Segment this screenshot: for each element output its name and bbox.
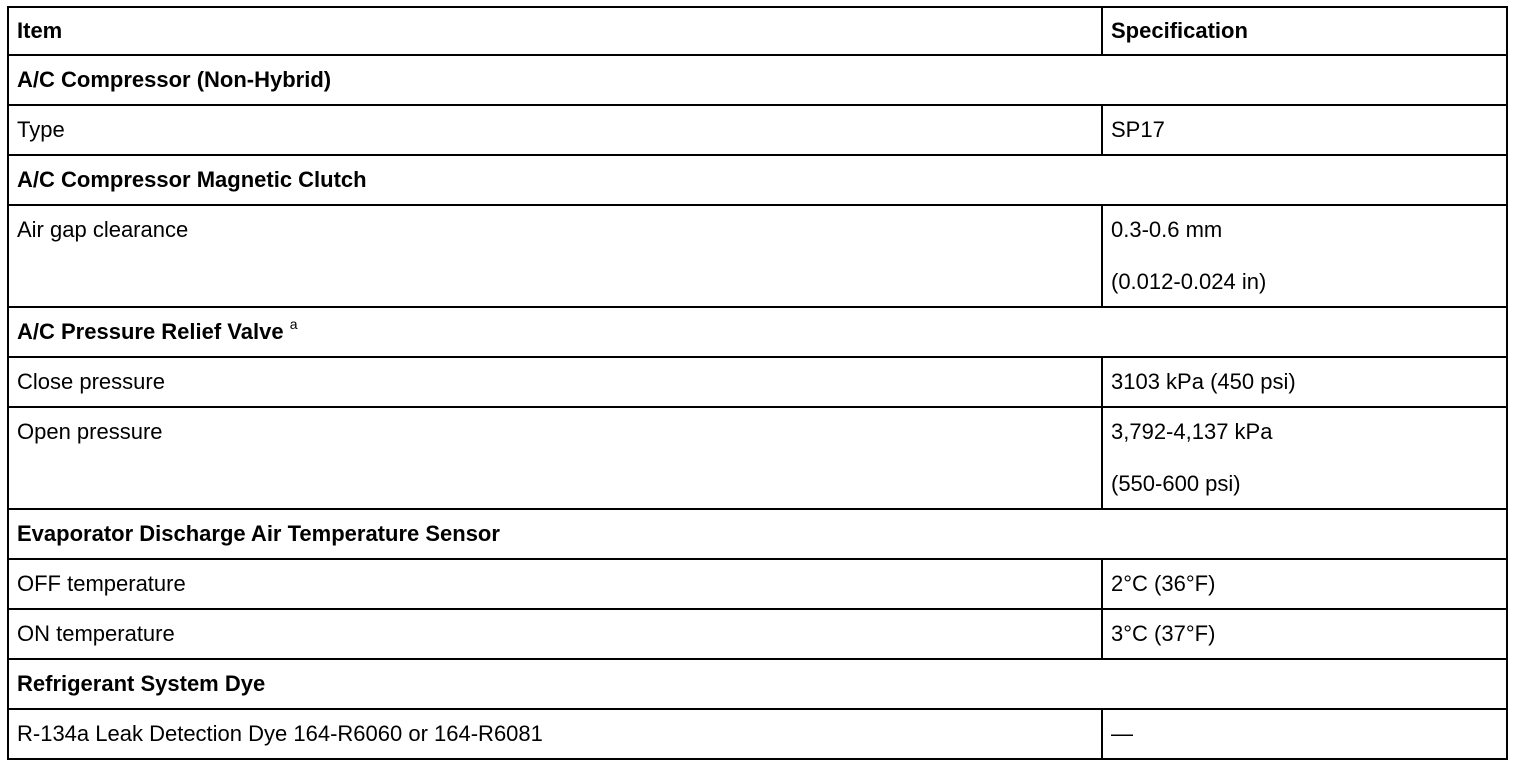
item-cell: OFF temperature bbox=[8, 559, 1102, 609]
spec-cell: 3°C (37°F) bbox=[1102, 609, 1507, 659]
item-cell: Type bbox=[8, 105, 1102, 155]
group-title: Evaporator Discharge Air Temperature Sensor bbox=[8, 509, 1507, 559]
item-cell: Open pressure bbox=[8, 407, 1102, 509]
group-row bbox=[8, 155, 1507, 205]
group-row bbox=[8, 659, 1507, 709]
item-cell: ON temperature bbox=[8, 609, 1102, 659]
item-cell: R-134a Leak Detection Dye 164-R6060 or 164-R6081 bbox=[8, 709, 1102, 759]
group-title: Refrigerant System Dye bbox=[8, 659, 1507, 709]
group-row bbox=[8, 509, 1507, 559]
table-row bbox=[8, 559, 1507, 609]
table-row bbox=[8, 205, 1507, 307]
spec-cell bbox=[1102, 407, 1507, 509]
spec-cell: SP17 bbox=[1102, 105, 1507, 155]
item-cell: Close pressure bbox=[8, 357, 1102, 407]
spec-line: 0.3-0.6 mm bbox=[1111, 217, 1223, 242]
header-specification: Specification bbox=[1102, 7, 1507, 55]
spec-line: (550-600 psi) bbox=[1111, 471, 1241, 496]
spec-cell bbox=[1102, 205, 1507, 307]
group-row bbox=[8, 307, 1507, 357]
group-title: A/C Compressor (Non-Hybrid) bbox=[8, 55, 1507, 105]
table-row bbox=[8, 357, 1507, 407]
spec-cell: — bbox=[1102, 709, 1507, 759]
table-row bbox=[8, 709, 1507, 759]
item-cell: Air gap clearance bbox=[8, 205, 1102, 307]
table-header-row bbox=[8, 7, 1507, 55]
spec-cell: 3103 kPa (450 psi) bbox=[1102, 357, 1507, 407]
spec-line: (0.012-0.024 in) bbox=[1111, 269, 1267, 294]
group-title: A/C Pressure Relief Valve bbox=[17, 319, 284, 344]
spec-cell: 2°C (36°F) bbox=[1102, 559, 1507, 609]
group-title: A/C Compressor Magnetic Clutch bbox=[8, 155, 1507, 205]
spec-line: 3,792-4,137 kPa bbox=[1111, 419, 1273, 444]
group-title-cell bbox=[8, 307, 1507, 357]
specification-table bbox=[7, 6, 1508, 760]
table-row bbox=[8, 609, 1507, 659]
table-row bbox=[8, 105, 1507, 155]
table-row bbox=[8, 407, 1507, 509]
footnote-marker: a bbox=[289, 316, 298, 332]
group-row bbox=[8, 55, 1507, 105]
header-item: Item bbox=[8, 7, 1102, 55]
